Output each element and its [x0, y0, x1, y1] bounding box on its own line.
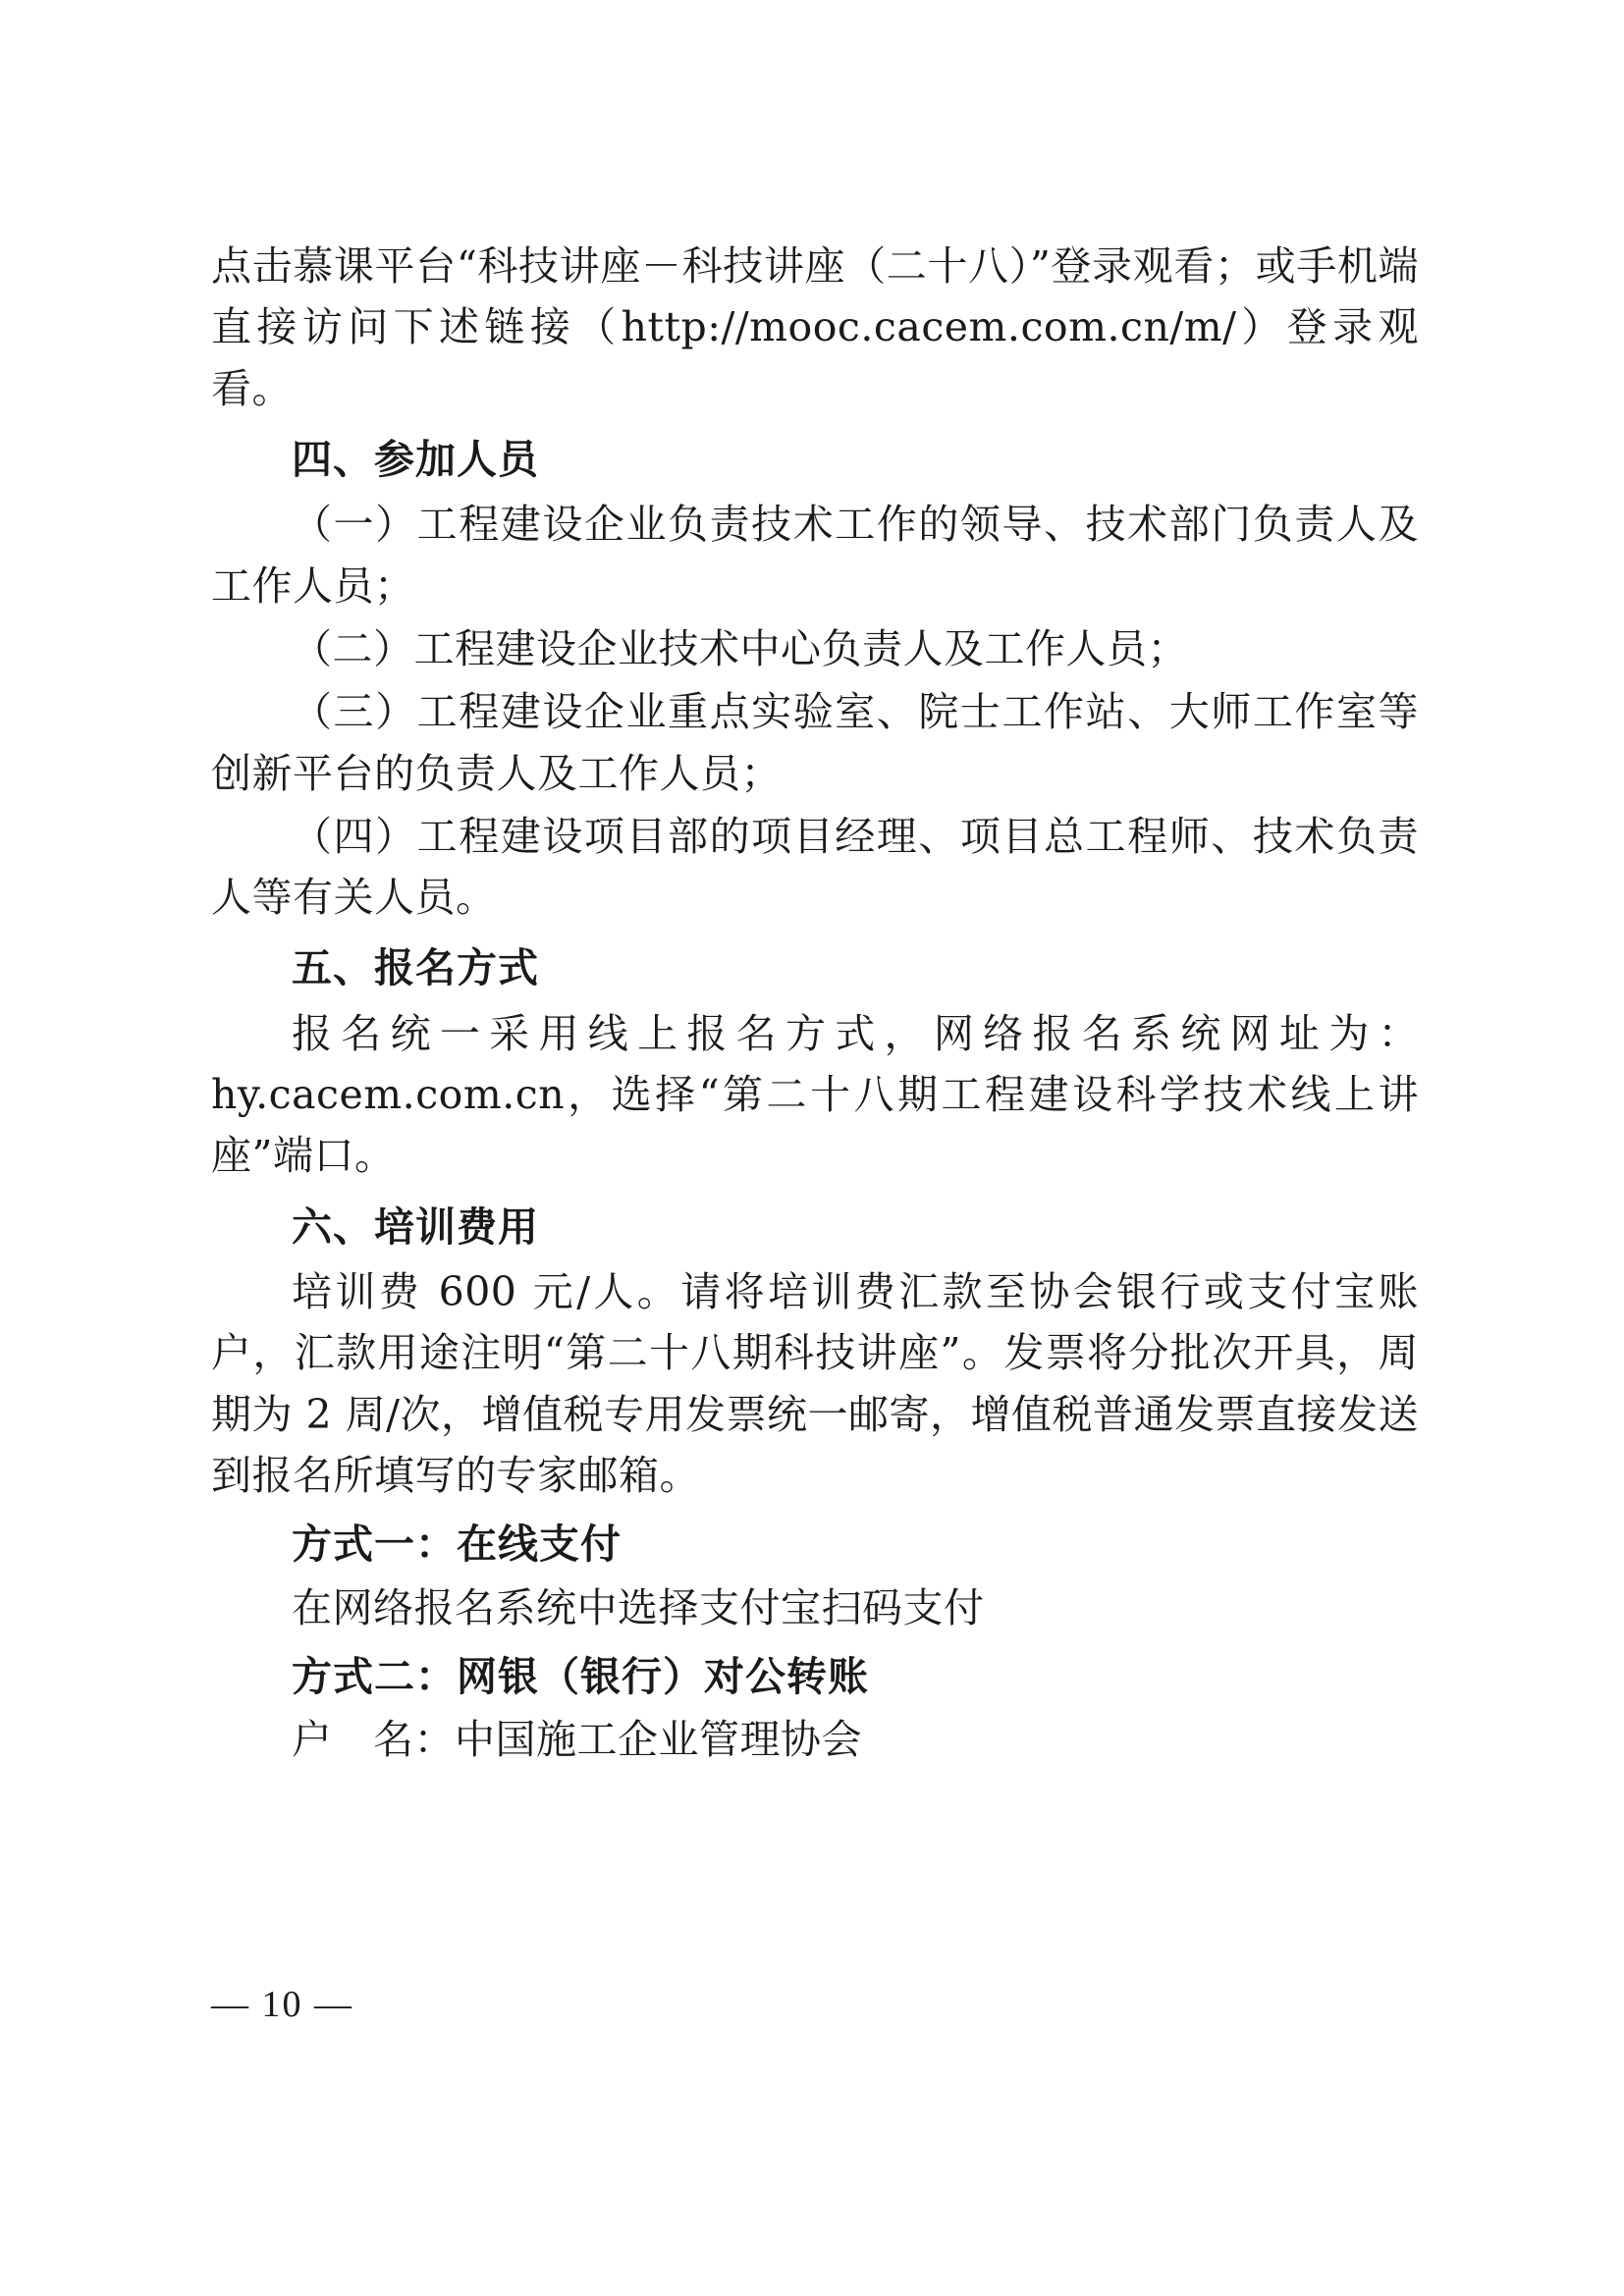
page-number: — 10 —: [211, 1984, 353, 2025]
paragraph-account-name: 户 名：中国施工企业管理协会: [292, 1716, 862, 1764]
document-body: [211, 236, 1419, 1773]
paragraph-fee-detail: 培训费 600 元/人。请将培训费汇款至协会银行或支付宝账户，汇款用途注明“第二十八期科技讲座”。发票将分批次开具，周期为 2 周/次，增值税专用发票统一邮寄，增值税普通发票直接发送到报名所填写的专家邮箱。: [211, 1268, 1419, 1499]
heading-method-two: 方式二：网银（银行）对公转账: [292, 1652, 869, 1700]
paragraph-participants-1: （一）工程建设企业负责技术工作的领导、技术部门负责人及工作人员；: [211, 501, 1419, 610]
heading-section-six: 六、培训费用: [292, 1202, 539, 1251]
paragraph-participants-2: （二）工程建设企业技术中心负责人及工作人员；: [292, 624, 1188, 672]
heading-section-four: 四、参加人员: [292, 435, 539, 483]
paragraph-intro-mooc: 点击慕课平台“科技讲座－科技讲座（二十八）”登录观看；或手机端直接访问下述链接（http://mooc.cacem.com.cn/m/）登录观看。: [211, 242, 1419, 412]
paragraph-participants-4: （四）工程建设项目部的项目经理、项目总工程师、技术负责人等有关人员。: [211, 812, 1419, 922]
paragraph-method-one-detail: 在网络报名系统中选择支付宝扫码支付: [292, 1583, 985, 1631]
heading-method-one: 方式一：在线支付: [292, 1521, 622, 1569]
heading-section-five: 五、报名方式: [292, 944, 539, 992]
paragraph-participants-3: （三）工程建设企业重点实验室、院士工作站、大师工作室等创新平台的负责人及工作人员；: [211, 688, 1419, 797]
paragraph-registration-method: 报名统一采用线上报名方式，网络报名系统网址为：hy.cacem.com.cn，选择“第二十八期工程建设科学技术线上讲座”端口。: [211, 1009, 1419, 1180]
